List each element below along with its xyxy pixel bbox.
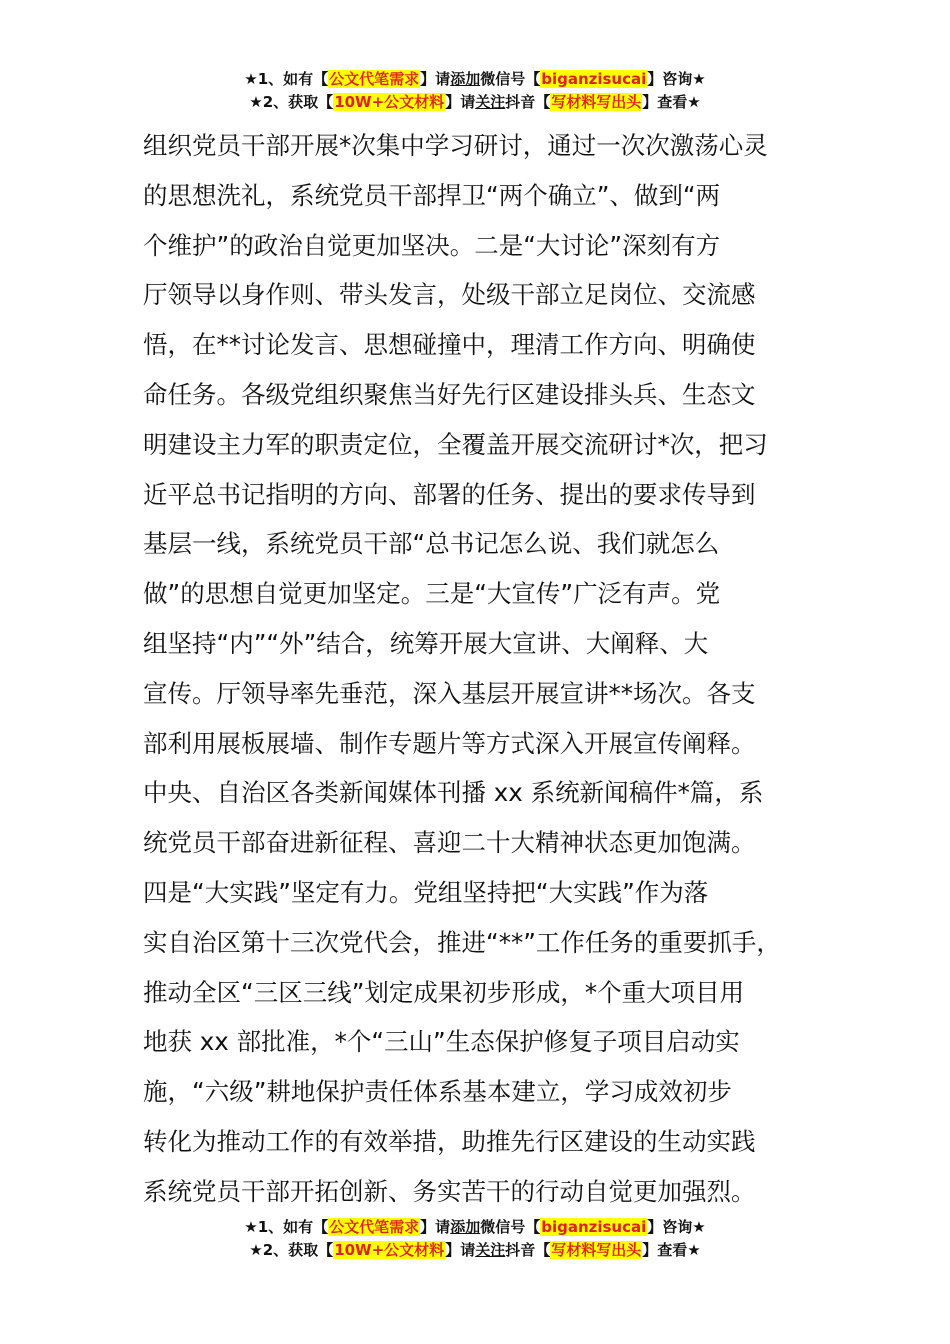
- body-line: 组坚持“内”“外”结合，统筹开展大宣讲、大阐释、大: [143, 628, 709, 658]
- promo-text: 】查看★: [642, 1241, 701, 1259]
- body-line: 明建设主力军的职责定位，全覆盖开展交流研讨*次，把习: [143, 429, 768, 459]
- promo-highlight: biganzisucai: [541, 70, 647, 88]
- body-line: 组织党员干部开展*次集中学习研讨，通过一次次激荡心灵: [143, 131, 768, 160]
- promo-highlight: 10W+公文材料: [334, 1241, 445, 1259]
- promo-text: 】查看★: [642, 93, 701, 111]
- body-line: 部利用展板展墙、制作专题片等方式深入开展宣传阐释。: [143, 728, 756, 758]
- body-line: 统党员干部奋进新征程、喜迎二十大精神状态更加饱满。: [143, 828, 756, 858]
- promo-text: ★2、获取【: [249, 1241, 334, 1259]
- promo-highlight: 写材料写出头: [551, 93, 642, 111]
- promo-line-2: [0, 91, 950, 114]
- body-line: 施，“六级”耕地保护责任体系基本建立，学习成效初步: [143, 1077, 732, 1107]
- promo-underlined-text: 关注: [475, 93, 506, 111]
- body-line: 悟，在**讨论发言、思想碰撞中，理清工作方向、明确使: [143, 330, 756, 360]
- promo-highlight: biganzisucai: [541, 1218, 647, 1236]
- promo-line-1: [0, 68, 950, 91]
- promo-text: 】请: [445, 1241, 476, 1259]
- body-line: 中央、自治区各类新闻媒体刊播 xx 系统新闻稿件*篇，系: [143, 778, 764, 808]
- promo-text: 】请: [420, 1218, 451, 1236]
- header-promo-banner: [0, 68, 950, 114]
- body-line: 系统党员干部开拓创新、务实苦干的行动自觉更加强烈。: [143, 1176, 756, 1206]
- body-line: 基层一线，系统党员干部“总书记怎么说、我们就怎么: [143, 529, 720, 559]
- promo-highlight: 公文代笔需求: [329, 70, 420, 88]
- body-line: 推动全区“三区三线”划定成果初步形成，*个重大项目用: [143, 977, 745, 1007]
- body-line: 实自治区第十三次党代会，推进“**”工作任务的重要抓手，: [143, 927, 781, 957]
- promo-text: ★2、获取【: [249, 93, 334, 111]
- promo-highlight: 10W+公文材料: [334, 93, 445, 111]
- footer-promo-banner: [0, 1216, 950, 1262]
- promo-text: 微信号【: [480, 1218, 541, 1236]
- promo-text: 微信号【: [480, 70, 541, 88]
- body-line: 四是“大实践”坚定有力。党组坚持把“大实践”作为落: [143, 877, 709, 907]
- promo-underlined-text: 添加: [450, 70, 481, 88]
- body-line: 个维护”的政治自觉更加坚决。二是“大讨论”深刻有方: [143, 230, 721, 260]
- document-body: [143, 121, 843, 1217]
- promo-text: 】请: [445, 93, 476, 111]
- body-line: 命任务。各级党组织聚焦当好先行区建设排头兵、生态文: [143, 379, 756, 409]
- promo-text: 抖音【: [505, 1241, 551, 1259]
- promo-text: 】咨询★: [647, 1218, 706, 1236]
- promo-underlined-text: 关注: [475, 1241, 506, 1259]
- promo-highlight: 写材料写出头: [551, 1241, 642, 1259]
- body-line: 厅领导以身作则、带头发言，处级干部立足岗位、交流感: [143, 280, 756, 310]
- promo-line-2: [0, 1239, 950, 1262]
- promo-text: 】请: [420, 70, 451, 88]
- promo-line-1: [0, 1216, 950, 1239]
- promo-highlight: 公文代笔需求: [329, 1218, 420, 1236]
- body-line: 地获 xx 部批准，*个“三山”生态保护修复子项目启动实: [143, 1027, 740, 1057]
- body-line: 宣传。厅领导率先垂范，深入基层开展宣讲**场次。各支: [143, 678, 756, 708]
- promo-text: 抖音【: [505, 93, 551, 111]
- promo-text: ★1、如有【: [244, 70, 329, 88]
- promo-text: ★1、如有【: [244, 1218, 329, 1236]
- body-line: 做”的思想自觉更加坚定。三是“大宣传”广泛有声。党: [143, 579, 721, 609]
- body-line: 转化为推动工作的有效举措，助推先行区建设的生动实践: [143, 1126, 756, 1156]
- promo-text: 】咨询★: [647, 70, 706, 88]
- promo-underlined-text: 添加: [450, 1218, 481, 1236]
- body-line: 近平总书记指明的方向、部署的任务、提出的要求传导到: [143, 479, 756, 509]
- body-line: 的思想洗礼，系统党员干部捍卫“两个确立”、做到“两: [143, 180, 721, 210]
